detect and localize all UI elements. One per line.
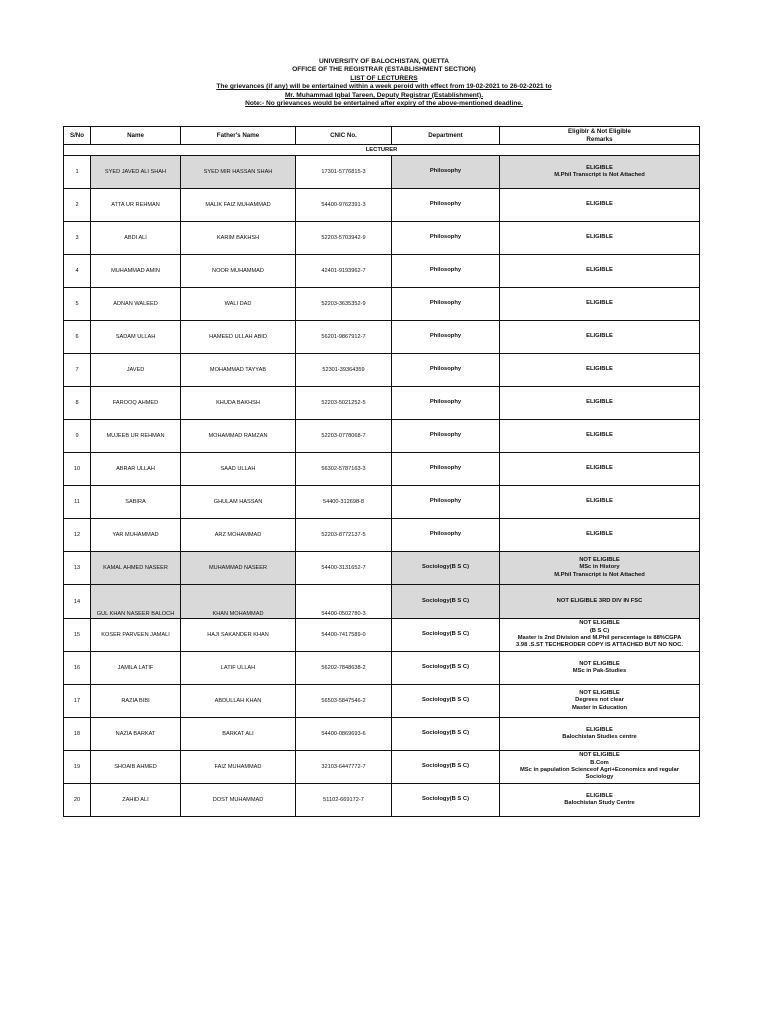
table-row bbox=[64, 189, 700, 222]
remarks-line: MSc in papulation Scienceof Agri+Economics and regular bbox=[519, 767, 680, 773]
col-header-sno: S/No bbox=[64, 127, 91, 145]
cell-father-name: SYED MIR HASSAN SHAH bbox=[181, 156, 296, 189]
table-row bbox=[64, 420, 700, 453]
cell-department: Philosophy bbox=[392, 156, 500, 189]
cell-father-name: ARZ MOHAMMAD bbox=[181, 519, 296, 552]
remarks-line: ELIGIBLE bbox=[586, 792, 613, 799]
cell-remarks bbox=[500, 685, 700, 718]
remarks-line: NOT ELIGIBLE bbox=[579, 620, 620, 627]
lecturers-table bbox=[63, 126, 700, 817]
cell-department: Philosophy bbox=[392, 189, 500, 222]
cell-sno: 10 bbox=[64, 453, 91, 486]
remarks-line: Master in Education bbox=[571, 704, 628, 711]
cell-sno: 4 bbox=[64, 255, 91, 288]
cell-department: Sociology(B S C) bbox=[392, 585, 500, 619]
cell-remarks bbox=[500, 619, 700, 652]
cell-cnic: 42401-9193962-7 bbox=[296, 255, 392, 288]
cell-name: YAR MUHAMMAD bbox=[91, 519, 181, 552]
cell-cnic: 32103-6447772-7 bbox=[296, 751, 392, 784]
cell-name: FAROOQ AHMED bbox=[91, 387, 181, 420]
cell-remarks bbox=[500, 156, 700, 189]
cell-sno: 8 bbox=[64, 387, 91, 420]
cell-cnic: 52203-5703942-9 bbox=[296, 222, 392, 255]
cell-remarks bbox=[500, 288, 700, 321]
col-header-father: Father's Name bbox=[181, 127, 296, 145]
cell-father-name: KARIM BAKHSH bbox=[181, 222, 296, 255]
cell-father-name: MALIK FAIZ MUHAMMAD bbox=[181, 189, 296, 222]
table-row bbox=[64, 321, 700, 354]
document-header bbox=[0, 58, 768, 108]
cell-sno: 3 bbox=[64, 222, 91, 255]
cell-father-name: MUHAMMAD NASEER bbox=[181, 552, 296, 585]
remarks-line: ELIGIBLE bbox=[586, 726, 613, 733]
remarks-line: (B S C) bbox=[589, 627, 610, 634]
remarks-line: NOT ELIGIBLE bbox=[579, 660, 620, 667]
remarks-line: Balochistan Studies centre bbox=[562, 734, 637, 740]
cell-cnic: 17301-5776815-3 bbox=[296, 156, 392, 189]
table-row bbox=[64, 156, 700, 189]
cell-sno: 20 bbox=[64, 784, 91, 817]
cell-department: Philosophy bbox=[392, 354, 500, 387]
list-title: LIST OF LECTURERS bbox=[350, 74, 418, 82]
col-header-cnic: CNIC No. bbox=[296, 127, 392, 145]
cell-name: RAZIA BIBI bbox=[91, 685, 181, 718]
remarks-line: 3.98 .S.ST TECHERODER COPY IS ATTACHED BUT NO NOC. bbox=[516, 642, 683, 649]
cell-department: Philosophy bbox=[392, 486, 500, 519]
cell-remarks bbox=[500, 453, 700, 486]
remarks-line: NOT ELIGIBLE bbox=[579, 752, 620, 759]
cell-name: NAZIA BARKAT bbox=[91, 718, 181, 751]
cell-father-name: SAAD ULLAH bbox=[181, 453, 296, 486]
cell-name: ATTA UR REHMAN bbox=[91, 189, 181, 222]
cell-name: GUL KHAN NASEER BALOCH bbox=[91, 585, 181, 619]
cell-father-name: LATIF ULLAH bbox=[181, 652, 296, 685]
cell-name: SHOAIB AHMED bbox=[91, 751, 181, 784]
cell-department: Sociology(B S C) bbox=[392, 619, 500, 652]
cell-name: SYED JAVED ALI SHAH bbox=[91, 156, 181, 189]
cell-name: ZAHID ALI bbox=[91, 784, 181, 817]
remarks-line: M.Phil Transcript is Not Attached bbox=[554, 172, 645, 178]
cell-sno: 19 bbox=[64, 751, 91, 784]
table-row bbox=[64, 619, 700, 652]
cell-cnic: 52203-8772137-5 bbox=[296, 519, 392, 552]
col-header-department: Department bbox=[392, 127, 500, 145]
cell-sno: 6 bbox=[64, 321, 91, 354]
cell-name: ABRAR ULLAH bbox=[91, 453, 181, 486]
cell-cnic: 51102-669172-7 bbox=[296, 784, 392, 817]
cell-father-name: BARKAT ALI bbox=[181, 718, 296, 751]
cell-remarks bbox=[500, 784, 700, 817]
cell-remarks bbox=[500, 255, 700, 288]
remarks-line: ELIGIBLE bbox=[586, 267, 613, 274]
cell-sno: 1 bbox=[64, 156, 91, 189]
cell-sno: 13 bbox=[64, 552, 91, 585]
cell-remarks bbox=[500, 486, 700, 519]
cell-department: Sociology(B S C) bbox=[392, 718, 500, 751]
remarks-line: ELIGIBLE bbox=[586, 399, 613, 406]
table-row bbox=[64, 751, 700, 784]
cell-name: MUHAMMAD AMIN bbox=[91, 255, 181, 288]
cell-department: Philosophy bbox=[392, 453, 500, 486]
table-row bbox=[64, 718, 700, 751]
remarks-line: ELIGIBLE bbox=[586, 201, 613, 208]
cell-remarks bbox=[500, 519, 700, 552]
cell-department: Philosophy bbox=[392, 222, 500, 255]
cell-department: Sociology(B S C) bbox=[392, 784, 500, 817]
table-row bbox=[64, 453, 700, 486]
cell-father-name: MOHAMMAD RAMZAN bbox=[181, 420, 296, 453]
cell-sno: 15 bbox=[64, 619, 91, 652]
cell-remarks bbox=[500, 420, 700, 453]
remarks-line: NOT ELIGIBLE bbox=[579, 689, 620, 696]
cell-father-name: MOHAMMAD TAYYAB bbox=[181, 354, 296, 387]
table-row bbox=[64, 486, 700, 519]
cell-father-name: WALI DAD bbox=[181, 288, 296, 321]
cell-department: Philosophy bbox=[392, 387, 500, 420]
cell-cnic: 52203-5021252-5 bbox=[296, 387, 392, 420]
cell-department: Sociology(B S C) bbox=[392, 552, 500, 585]
cell-father-name: HAMEED ULLAH ABID bbox=[181, 321, 296, 354]
remarks-line: NOT ELIGIBLE bbox=[579, 556, 620, 563]
cell-cnic: 54400-9762391-3 bbox=[296, 189, 392, 222]
remarks-line: MSc in History bbox=[579, 564, 620, 571]
remarks-line: ELIGIBLE bbox=[586, 432, 613, 439]
cell-cnic: 56201-9867912-7 bbox=[296, 321, 392, 354]
cell-father-name: HAJI SAKANDER KHAN bbox=[181, 619, 296, 652]
cell-name: JAMILA LATIF bbox=[91, 652, 181, 685]
cell-name: SABIRA bbox=[91, 486, 181, 519]
cell-remarks bbox=[500, 354, 700, 387]
table-row bbox=[64, 354, 700, 387]
cell-name: ABDI ALI bbox=[91, 222, 181, 255]
remarks-line: Degrees not clear bbox=[575, 697, 624, 704]
remarks-line: Master is 2nd Division and M.Phil perscentage is 88%CGPA bbox=[517, 635, 682, 641]
university-title: UNIVERSITY OF BALOCHISTAN, QUETTA bbox=[318, 58, 450, 65]
cell-department: Sociology(B S C) bbox=[392, 685, 500, 718]
cell-cnic: 52203-0778068-7 bbox=[296, 420, 392, 453]
table-header-row bbox=[64, 127, 700, 145]
cell-remarks bbox=[500, 652, 700, 685]
cell-department: Sociology(B S C) bbox=[392, 652, 500, 685]
cell-remarks bbox=[500, 552, 700, 585]
cell-cnic: 54400-0502780-3 bbox=[296, 585, 392, 619]
cell-sno: 14 bbox=[64, 585, 91, 619]
remarks-header-line2: Remarks bbox=[586, 135, 613, 143]
table-row bbox=[64, 387, 700, 420]
grievance-contact: Mr. Muhammad Iqbal Tareen, Deputy Registrar (Establishment). bbox=[284, 91, 484, 99]
grievance-notice: The grievances (if any) will be entertained within a week peroid with effect from 19-02-2021 to 26-02-2021 to bbox=[216, 83, 552, 91]
cell-cnic: 54400-7417589-0 bbox=[296, 619, 392, 652]
cell-department: Philosophy bbox=[392, 519, 500, 552]
cell-father-name: FAIZ MUHAMMAD bbox=[181, 751, 296, 784]
cell-father-name: ABDULLAH KHAN bbox=[181, 685, 296, 718]
cell-department: Philosophy bbox=[392, 288, 500, 321]
cell-father-name: GHULAM HASSAN bbox=[181, 486, 296, 519]
cell-name: JAVED bbox=[91, 354, 181, 387]
remarks-line: ELIGIBLE bbox=[586, 333, 613, 340]
cell-cnic: 56302-5787163-3 bbox=[296, 453, 392, 486]
remarks-line: ELIGIBLE bbox=[586, 234, 613, 241]
section-label: LECTURER bbox=[64, 145, 700, 156]
cell-cnic: 54400-3131652-7 bbox=[296, 552, 392, 585]
table-row bbox=[64, 288, 700, 321]
remarks-line: ELIGIBLE bbox=[586, 531, 613, 538]
cell-name: ADNAN WALEED bbox=[91, 288, 181, 321]
remarks-line: ELIGIBLE bbox=[586, 366, 613, 373]
col-header-remarks bbox=[500, 127, 700, 145]
cell-remarks bbox=[500, 222, 700, 255]
cell-sno: 12 bbox=[64, 519, 91, 552]
cell-cnic: 54400-0869693-6 bbox=[296, 718, 392, 751]
cell-sno: 5 bbox=[64, 288, 91, 321]
remarks-line: ELIGIBLE bbox=[586, 300, 613, 307]
cell-remarks bbox=[500, 387, 700, 420]
table-row bbox=[64, 685, 700, 718]
cell-department: Sociology(B S C) bbox=[392, 751, 500, 784]
cell-name: SADAM ULLAH bbox=[91, 321, 181, 354]
cell-sno: 16 bbox=[64, 652, 91, 685]
cell-cnic: 56503-5847546-2 bbox=[296, 685, 392, 718]
cell-sno: 18 bbox=[64, 718, 91, 751]
cell-cnic: 52301-39364359 bbox=[296, 354, 392, 387]
cell-sno: 7 bbox=[64, 354, 91, 387]
table-row bbox=[64, 222, 700, 255]
cell-sno: 17 bbox=[64, 685, 91, 718]
remarks-line: Balochistan Study Centre bbox=[564, 800, 635, 806]
cell-department: Philosophy bbox=[392, 321, 500, 354]
col-header-name: Name bbox=[91, 127, 181, 145]
cell-sno: 9 bbox=[64, 420, 91, 453]
cell-name: KAMAL AHMED NASEER bbox=[91, 552, 181, 585]
office-title: OFFICE OF THE REGISTRAR (ESTABLISHMENT SECTION) bbox=[292, 66, 476, 74]
cell-father-name: DOST MUHAMMAD bbox=[181, 784, 296, 817]
remarks-header-line1: Eligiblr & Not Eligible bbox=[568, 127, 631, 135]
cell-cnic: 56202-7848638-2 bbox=[296, 652, 392, 685]
cell-remarks bbox=[500, 321, 700, 354]
cell-name: MUJEEB UR REHMAN bbox=[91, 420, 181, 453]
remarks-line: ELIGIBLE bbox=[586, 465, 613, 472]
cell-name: KOSER PARVEEN JAMALI bbox=[91, 619, 181, 652]
cell-remarks bbox=[500, 585, 700, 619]
table-row bbox=[64, 585, 700, 619]
cell-department: Philosophy bbox=[392, 255, 500, 288]
remarks-line: Sociology bbox=[585, 774, 614, 781]
remarks-line: ELIGIBLE bbox=[586, 164, 613, 171]
table-row bbox=[64, 784, 700, 817]
cell-cnic: 54400-312698-8 bbox=[296, 486, 392, 519]
cell-father-name: KHAN MOHAMMAD bbox=[181, 585, 296, 619]
remarks-line: B.Com bbox=[590, 759, 609, 766]
deadline-note: Note:- No grievances would be entertained after expiry of the above-mentioned deadline. bbox=[245, 100, 523, 108]
section-row bbox=[64, 145, 700, 156]
table-row bbox=[64, 552, 700, 585]
remarks-line: NOT ELIGIBLE 3RD DIV IN FSC bbox=[556, 597, 643, 604]
cell-remarks bbox=[500, 189, 700, 222]
cell-cnic: 52203-3635352-9 bbox=[296, 288, 392, 321]
cell-remarks bbox=[500, 751, 700, 784]
cell-remarks bbox=[500, 718, 700, 751]
cell-father-name: KHUDA BAKHSH bbox=[181, 387, 296, 420]
table-row bbox=[64, 255, 700, 288]
remarks-line: MSc in Pak-Studies bbox=[572, 668, 627, 674]
cell-sno: 11 bbox=[64, 486, 91, 519]
remarks-line: ELIGIBLE bbox=[586, 498, 613, 505]
cell-father-name: NOOR MUHAMMAD bbox=[181, 255, 296, 288]
cell-sno: 2 bbox=[64, 189, 91, 222]
table-row bbox=[64, 652, 700, 685]
cell-department: Philosophy bbox=[392, 420, 500, 453]
table-row bbox=[64, 519, 700, 552]
remarks-line: M.Phil Transcript is Not Attached bbox=[554, 571, 645, 578]
